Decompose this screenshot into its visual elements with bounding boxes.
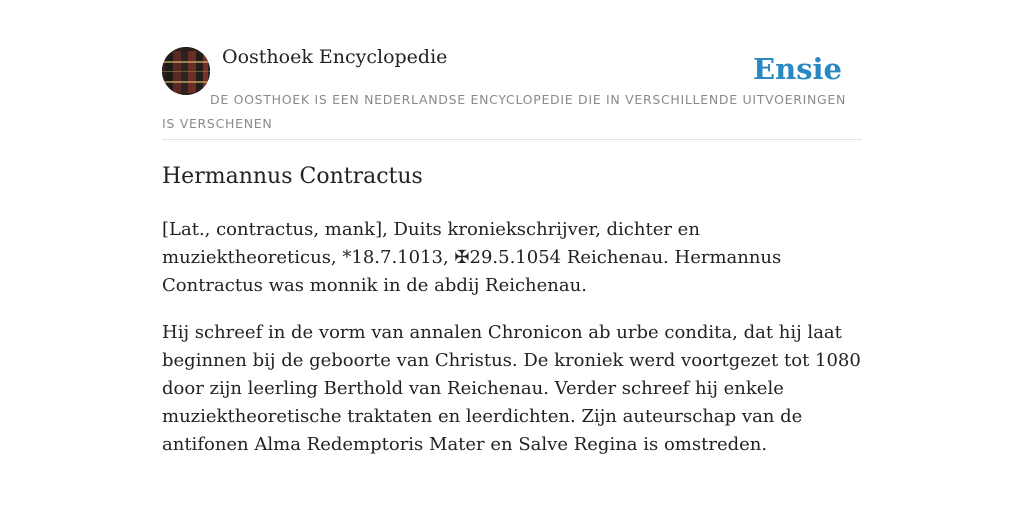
ensie-logo-link[interactable]: Ensie <box>753 52 842 86</box>
site-header <box>162 0 862 140</box>
site-tagline: DE OOSTHOEK IS EEN NEDERLANDSE ENCYCLOPEDIE DIE IN VERSCHILLENDE UITVOERINGEN IS VERSCHENEN <box>162 92 847 131</box>
site-name[interactable]: Oosthoek Encyclopedie <box>222 46 448 68</box>
article-title: Hermannus Contractus <box>162 164 423 189</box>
article-paragraph: [Lat., contractus, mank], Duits kroniekschrijver, dichter en muziektheoreticus, *18.7.1013, ✠29.5.1054 Reichenau. Hermannus Contractus was monnik in de abdij Reichenau. <box>162 219 782 296</box>
page <box>162 0 862 455</box>
article-paragraph: Hij schreef in de vorm van annalen Chronicon ab urbe condita, dat hij laat beginnen bij de geboorte van Christus. De kroniek werd voortgezet tot 1080 door zijn leerling Berthold van Reichenau. Verder schreef hij enkele muziektheoretische traktaten en leerdichten. Zijn auteurschap van de antifonen Alma Redemptoris Mater en Salve Regina is omstreden. <box>162 322 861 455</box>
